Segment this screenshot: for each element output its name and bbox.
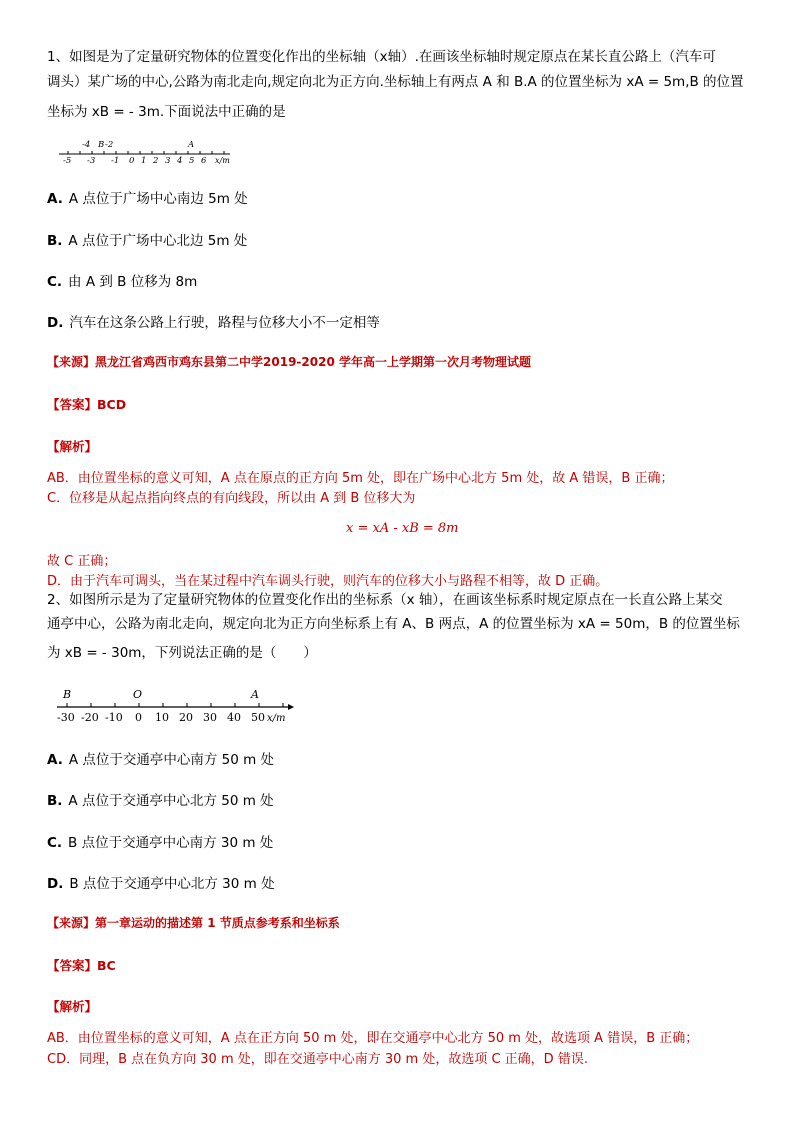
q2-axis-figure xyxy=(55,685,295,725)
q2-axis-unit: x/m xyxy=(267,713,286,724)
q2-tick-label: -30 xyxy=(57,711,75,724)
q1-stem-line2: 调头）某广场的中心,公路为南北走向,规定向北为正方向.坐标轴上有两点 A 和 B.A 的位置坐标为 xA = 5m,B 的位置 xyxy=(47,74,744,90)
q1-formula: x = xA - xB = 8m xyxy=(346,521,459,536)
q1-stem-line3: 坐标为 xB = - 3m.下面说法中正确的是 xyxy=(47,104,286,120)
q2-axis-label-B: B xyxy=(63,688,72,701)
q2-tick-label: 40 xyxy=(227,711,241,724)
q1-answer-value: BCD xyxy=(97,397,127,412)
q1-tick-label: 0 xyxy=(129,156,135,166)
q1-option-c-letter: C. xyxy=(47,274,63,290)
q2-option-a-text: A 点位于交通亭中心南方 50 m 处 xyxy=(68,752,275,768)
q2-tick-label: -10 xyxy=(105,711,123,724)
q2-option-d-text: B 点位于交通亭中心北方 30 m 处 xyxy=(69,876,275,892)
q2-option-c-letter: C. xyxy=(47,835,63,851)
q2-axis-label-O: O xyxy=(133,688,143,701)
q1-tick-label: 5 xyxy=(189,156,195,166)
q1-analysis-line4: D．由于汽车可调头，当在某过程中汽车调头行驶，则汽车的位移大小与路程不相等，故 D 正确。 xyxy=(47,574,609,589)
q2-option-b xyxy=(47,789,274,809)
q2-answer-value: BC xyxy=(97,958,116,973)
q2-option-d-letter: D. xyxy=(47,876,64,892)
q1-tick-label: -3 xyxy=(87,156,96,166)
q2-tick-label: 0 xyxy=(135,711,142,724)
q1-axis-label-A: A xyxy=(188,140,195,150)
q2-tick-label: -20 xyxy=(81,711,99,724)
q1-option-d-text: 汽车在这条公路上行驶，路程与位移大小不一定相等 xyxy=(69,315,380,331)
q2-tick-label: 20 xyxy=(179,711,193,724)
q1-option-a-text: A 点位于广场中心南边 5m 处 xyxy=(68,191,248,207)
q2-option-b-text: A 点位于交通亭中心北方 50 m 处 xyxy=(68,793,274,809)
q2-option-b-letter: B. xyxy=(47,793,63,809)
q1-analysis-tag: 【解析】 xyxy=(47,439,98,454)
q1-answer-tag: 【答案】 xyxy=(47,397,98,412)
q2-option-d xyxy=(47,872,275,892)
q1-option-a-letter: A. xyxy=(47,191,63,207)
q2-tick-label: 50 xyxy=(251,711,265,724)
q1-analysis-line1: AB．由位置坐标的意义可知，A 点在原点的正方向 5m 处，即在广场中心北方 5m 处，故 A 错误，B 正确； xyxy=(47,471,674,486)
q1-option-b-letter: B. xyxy=(47,233,63,249)
q2-stem-line1: 2、如图所示是为了定量研究物体的位置变化作出的坐标系（x 轴），在画该坐标系时规定原点在一长直公路上某交 xyxy=(47,592,723,608)
q1-answer xyxy=(47,395,126,413)
q2-option-c xyxy=(47,831,273,851)
q1-tick-label: 2 xyxy=(153,156,159,166)
q2-analysis-tag: 【解析】 xyxy=(47,999,98,1014)
q2-axis-label-A: A xyxy=(251,688,259,701)
q2-answer xyxy=(47,956,116,974)
q2-option-c-text: B 点位于交通亭中心南方 30 m 处 xyxy=(68,835,274,851)
q2-stem-line2: 通亭中心，公路为南北走向，规定向北为正方向坐标系上有 A、B 两点，A 的位置坐标为 xA = 50m，B 的位置坐标 xyxy=(47,616,740,632)
q1-tick-label: -1 xyxy=(111,156,120,166)
q1-source-tag: 【来源】 xyxy=(47,355,96,369)
q1-axis-unit: x/m xyxy=(215,156,230,165)
q1-analysis-line2: C．位移是从起点指向终点的有向线段，所以由 A 到 B 位移大为 xyxy=(47,491,416,506)
q1-option-d-letter: D. xyxy=(47,315,64,331)
q2-source xyxy=(47,914,340,931)
q2-answer-tag: 【答案】 xyxy=(47,958,98,973)
q2-source-text: 第一章运动的描述第 1 节质点参考系和坐标系 xyxy=(95,916,340,930)
q1-axis-figure xyxy=(55,136,245,166)
q1-option-b-text: A 点位于广场中心北边 5m 处 xyxy=(68,233,248,249)
q1-tick-label: 4 xyxy=(177,156,183,166)
q2-analysis-line2: CD．同理，B 点在负方向 30 m 处，即在交通亭中心南方 30 m 处，故选项 C 正确，D 错误. xyxy=(47,1052,588,1067)
q2-analysis-line1: AB．由位置坐标的意义可知，A 点在正方向 50 m 处，即在交通亭中心北方 50 m 处，故选项 A 错误，B 正确； xyxy=(47,1031,699,1046)
q2-tick-label: 10 xyxy=(155,711,169,724)
q1-axis-label-B: B xyxy=(98,140,105,150)
q1-stem-line1: 1、如图是为了定量研究物体的位置变化作出的坐标轴（x轴）.在画该坐标轴时规定原点在某长直公路上（汽车可 xyxy=(47,49,716,65)
q1-option-c-text: 由 A 到 B 位移为 8m xyxy=(68,274,198,290)
q1-source xyxy=(47,353,531,370)
q2-stem-line3: 为 xB = - 30m，下列说法正确的是（ ） xyxy=(47,645,317,661)
q1-tick-label: -5 xyxy=(63,156,72,166)
q1-option-c xyxy=(47,270,197,290)
q1-axis-label-minus4: -4 xyxy=(82,140,91,150)
q1-tick-label: 1 xyxy=(141,156,147,166)
q1-option-a xyxy=(47,187,248,207)
q1-option-d xyxy=(47,311,380,331)
q1-tick-label: 3 xyxy=(165,156,171,166)
q2-option-a-letter: A. xyxy=(47,752,63,768)
q2-source-tag: 【来源】 xyxy=(47,916,96,930)
q1-analysis-line3: 故 C 正确； xyxy=(47,554,117,569)
q2-option-a xyxy=(47,748,274,768)
q1-option-b xyxy=(47,229,247,249)
q1-source-text: 黑龙江省鸡西市鸡东县第二中学2019-2020 学年高一上学期第一次月考物理试题 xyxy=(95,355,531,369)
q1-axis-label-minus2: -2 xyxy=(105,140,114,150)
q1-tick-label: 6 xyxy=(201,156,207,166)
q2-axis-arrow xyxy=(288,704,294,710)
q2-tick-label: 30 xyxy=(203,711,217,724)
